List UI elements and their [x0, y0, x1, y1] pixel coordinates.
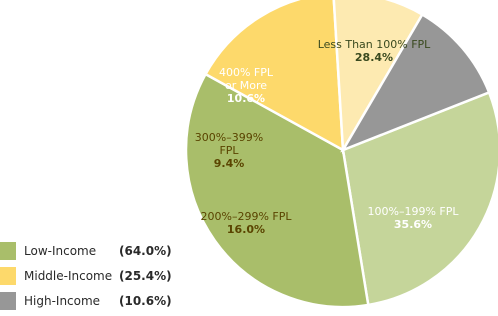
slice-value-100-199-fpl: 35.6% — [393, 218, 433, 231]
legend-label-low-income: Low-Income — [24, 244, 97, 258]
slice-label-200-299-fpl: 200%–299% FPL 16.0% — [200, 210, 292, 236]
legend-value-high-income: (10.6%) — [119, 294, 172, 308]
legend-label-high-income: High-Income — [24, 294, 101, 308]
legend-item-high-income — [0, 291, 172, 311]
legend-value-low-income: (64.0%) — [119, 244, 172, 258]
slice-value-200-299-fpl: 16.0% — [226, 223, 266, 236]
legend-swatch-middle-income — [0, 267, 16, 285]
slice-label-less-than-100-fpl: Less Than 100% FPL 28.4% — [317, 38, 431, 64]
legend-item-low-income — [0, 241, 172, 261]
legend-item-middle-income — [0, 266, 172, 286]
slice-value-less-than-100-fpl: 28.4% — [354, 51, 394, 64]
slice-value-400-fpl-or-more: 10.6% — [226, 92, 266, 105]
legend-value-middle-income: (25.4%) — [119, 269, 172, 283]
slice-label-100-199-fpl: 100%–199% FPL 35.6% — [367, 205, 459, 231]
legend-swatch-high-income — [0, 292, 16, 310]
legend-swatch-low-income — [0, 242, 16, 260]
legend — [0, 241, 172, 316]
slice-value-300-399-fpl: 9.4% — [213, 157, 245, 170]
legend-label-middle-income: Middle-Income — [24, 269, 113, 283]
slice-label-300-399-fpl: 300%–399% FPL 9.4% — [194, 131, 264, 170]
slice-label-400-fpl-or-more: 400% FPL or More 10.6% — [218, 66, 274, 105]
